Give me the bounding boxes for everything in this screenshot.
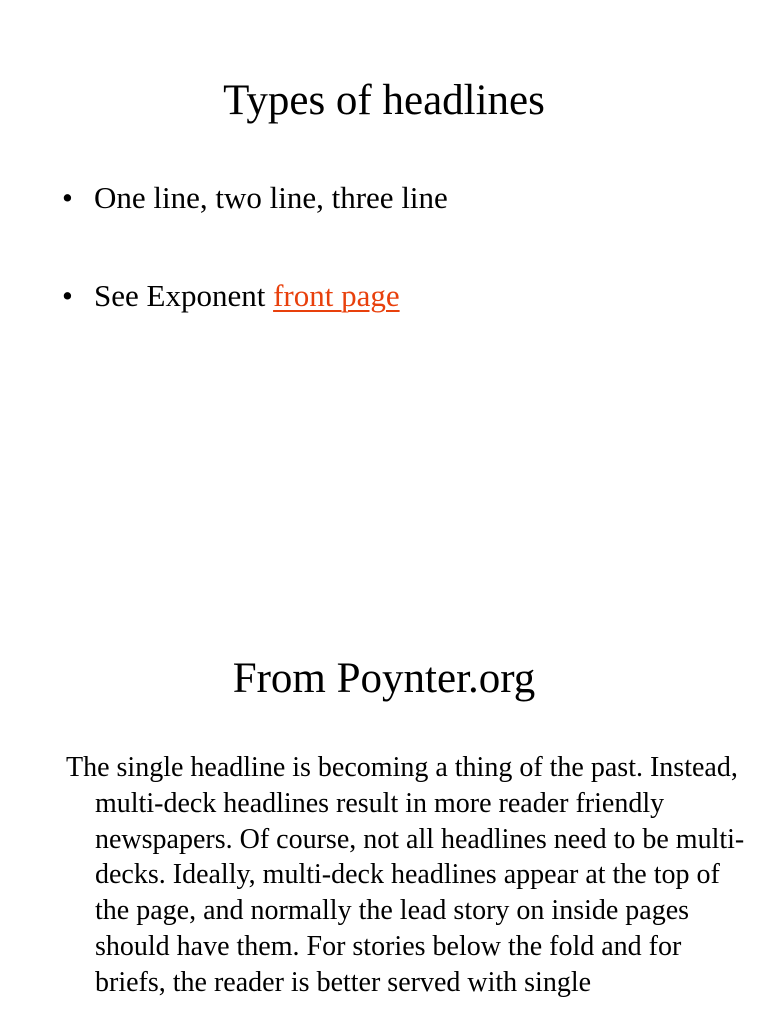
bullet-marker: • <box>62 278 73 313</box>
bullet-marker: • <box>62 180 73 215</box>
slide-from-poynter <box>0 512 768 1024</box>
bullet-text-prefix: See Exponent <box>94 278 274 313</box>
bullet-item <box>62 278 400 314</box>
slide-title: Types of headlines <box>223 77 545 124</box>
bullet-text: One line, two line, three line <box>94 180 448 215</box>
bullet-item <box>62 180 448 216</box>
front-page-link[interactable]: front page <box>273 278 400 313</box>
body-paragraph: The single headline is becoming a thing of the past. Instead, multi-deck headlines result in more reader friendly newspapers. Of course, not all headlines need to be multi-decks. Ideally, multi-deck headlines appear at the top of the page, and normally the lead story on inside pages should have them. For stories below the fold and for briefs, the reader is better served with single <box>66 752 745 998</box>
slide-title: From Poynter.org <box>232 655 536 702</box>
